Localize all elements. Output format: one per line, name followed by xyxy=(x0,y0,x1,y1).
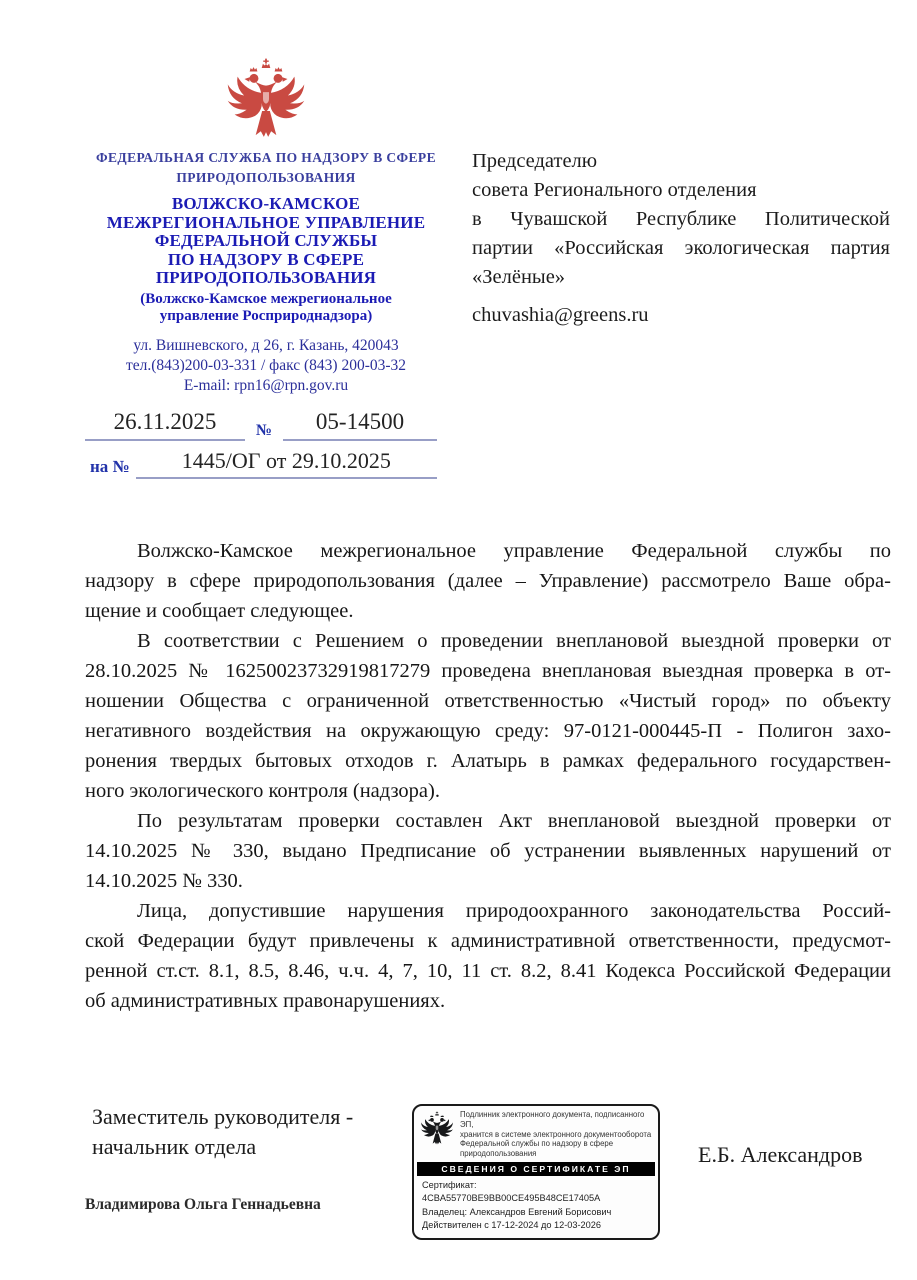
letterhead-agency-line: ПРИРОДОПОЛЬЗОВАНИЯ xyxy=(176,170,356,185)
stamp-certificate-info xyxy=(414,1176,658,1238)
letterhead-org-short-name xyxy=(85,291,447,325)
letterhead-agency-name xyxy=(85,148,447,188)
recipient-email: chuvashia@greens.ru xyxy=(472,304,649,326)
letterhead-org-line: ПО НАДЗОРУ В СФЕРЕ xyxy=(167,249,365,269)
requisites-block xyxy=(85,409,437,479)
body-line: щение и сообщает следующее. xyxy=(85,600,354,622)
letterhead-address xyxy=(85,336,447,396)
letterhead-org-line: МЕЖРЕГИОНАЛЬНОЕ УПРАВЛЕНИЕ xyxy=(106,212,426,232)
letterhead-address-line: E-mail: rpn16@rpn.gov.ru xyxy=(183,376,349,394)
stamp-certificate-info-line: Владелец: Александров Евгений Борисович xyxy=(422,1206,612,1217)
body-line: Волжско-Камское межрегиональное управление Федеральной службы по xyxy=(137,540,891,562)
letter-body xyxy=(85,536,891,1016)
body-line: 14.10.2025 № 330, выдано Предписание об устранении выявленных нарушений от xyxy=(85,840,891,862)
electronic-signature-stamp xyxy=(412,1104,660,1240)
body-line: ронения твердых бытовых отходов г. Алатырь в рамках федерального государствен- xyxy=(85,750,891,772)
recipient-line: в Чувашской Республике Политической xyxy=(472,208,890,230)
signer-job-title-line: начальник отдела xyxy=(92,1134,257,1159)
executor-name: Владимирова Ольга Геннадьевна xyxy=(85,1196,321,1213)
body-line: ренной ст.ст. 8.1, 8.5, 8.46, ч.ч. 4, 7, 10, 11 ст. 8.2, 8.41 Кодекса Российской Федерации xyxy=(85,960,891,982)
body-line: 28.10.2025 № 16250023732919817279 проведена внеплановая выездная проверка в от- xyxy=(85,660,891,682)
body-line: об административных правонарушениях. xyxy=(85,990,446,1012)
body-line: 14.10.2025 № 330. xyxy=(85,870,243,892)
body-line: надзору в сфере природопользования (далее – Управление) рассмотрело Ваше обра- xyxy=(85,570,891,592)
stamp-certificate-info-line: Действителен с 17-12-2024 до 12-03-2026 xyxy=(422,1220,601,1231)
stamp-header xyxy=(414,1106,658,1161)
body-paragraph-4 xyxy=(85,896,891,1016)
recipient-block xyxy=(472,147,890,330)
body-line: ской Федерации будут привлечены к административной ответственности, предусмот- xyxy=(85,930,891,952)
letterhead xyxy=(85,56,447,396)
letterhead-org-line: ФЕДЕРАЛЬНОЙ СЛУЖБЫ xyxy=(154,231,378,251)
stamp-description xyxy=(460,1110,653,1159)
letterhead-address-line: ул. Вишневского, д 26, г. Казань, 420043 xyxy=(133,336,399,354)
body-line: ного экологического контроля (надзора). xyxy=(85,780,440,802)
coat-of-arms-icon xyxy=(223,56,309,142)
letterhead-org-line: ПРИРОДОПОЛЬЗОВАНИЯ xyxy=(155,268,377,288)
requisites-row-reference xyxy=(85,448,437,479)
number-sign-label: № xyxy=(255,422,273,439)
letterhead-org-short-line: управление Росприроднадзора) xyxy=(159,307,373,324)
letterhead-org-line: ВОЛЖСКО-КАМСКОЕ xyxy=(171,194,361,213)
letterhead-agency-line: ФЕДЕРАЛЬНАЯ СЛУЖБА ПО НАДЗОРУ В СФЕРЕ xyxy=(96,150,436,165)
stamp-description-line: хранится в системе электронного документооборота xyxy=(460,1129,652,1139)
letter-number: 05-14500 xyxy=(283,409,437,441)
letterhead-org-short-line: (Волжско-Камское межрегиональное xyxy=(140,290,392,307)
rosprirodnadzor-eagle-icon xyxy=(419,1110,455,1147)
recipient-line: партии «Российская экологическая партия xyxy=(472,237,890,259)
signer-name: Е.Б. Александров xyxy=(698,1142,863,1167)
reference-label: на № xyxy=(90,457,130,476)
recipient-line: совета Регионального отделения xyxy=(472,179,757,201)
body-paragraph-2 xyxy=(85,626,891,806)
recipient-line: Председателю xyxy=(472,150,598,172)
recipient-address-lines xyxy=(472,147,890,292)
recipient-line: «Зелёные» xyxy=(472,266,566,288)
body-line: Лица, допустившие нарушения природоохранного законодательства Россий- xyxy=(137,900,891,922)
stamp-description-line: природопользования xyxy=(460,1149,537,1159)
body-paragraph-1 xyxy=(85,536,891,626)
requisites-row-date-number xyxy=(85,409,437,441)
body-line: По результатам проверки составлен Акт внеплановой выездной проверки от xyxy=(137,810,891,832)
signer-job-title xyxy=(92,1102,353,1162)
body-line: негативного воздействия на окружающую среду: 97-0121-000445-П - Полигон захо- xyxy=(85,720,891,742)
letterhead-address-line: тел.(843)200-03-331 / факс (843) 200-03-32 xyxy=(125,356,407,374)
body-line: ношении Общества с ограниченной ответственностью «Чистый город» по объекту xyxy=(85,690,891,712)
reference-value: 1445/ОГ от 29.10.2025 xyxy=(136,448,437,479)
body-paragraph-3 xyxy=(85,806,891,896)
body-line: В соответствии с Решением о проведении внеплановой выездной проверки от xyxy=(137,630,891,652)
stamp-description-line: Федеральной службы по надзору в сфере xyxy=(460,1139,614,1149)
stamp-certificate-info-line: Сертификат: 4CBA55770BE9BB00CE495B48CE17405A xyxy=(422,1179,601,1204)
stamp-description-line: Подлинник электронного документа, подписанного ЭП, xyxy=(460,1110,645,1129)
signer-job-title-line: Заместитель руководителя - xyxy=(92,1104,354,1129)
letterhead-org-name xyxy=(85,195,447,288)
letter-date: 26.11.2025 xyxy=(85,409,245,441)
stamp-certificate-bar: СВЕДЕНИЯ О СЕРТИФИКАТЕ ЭП xyxy=(417,1162,655,1176)
